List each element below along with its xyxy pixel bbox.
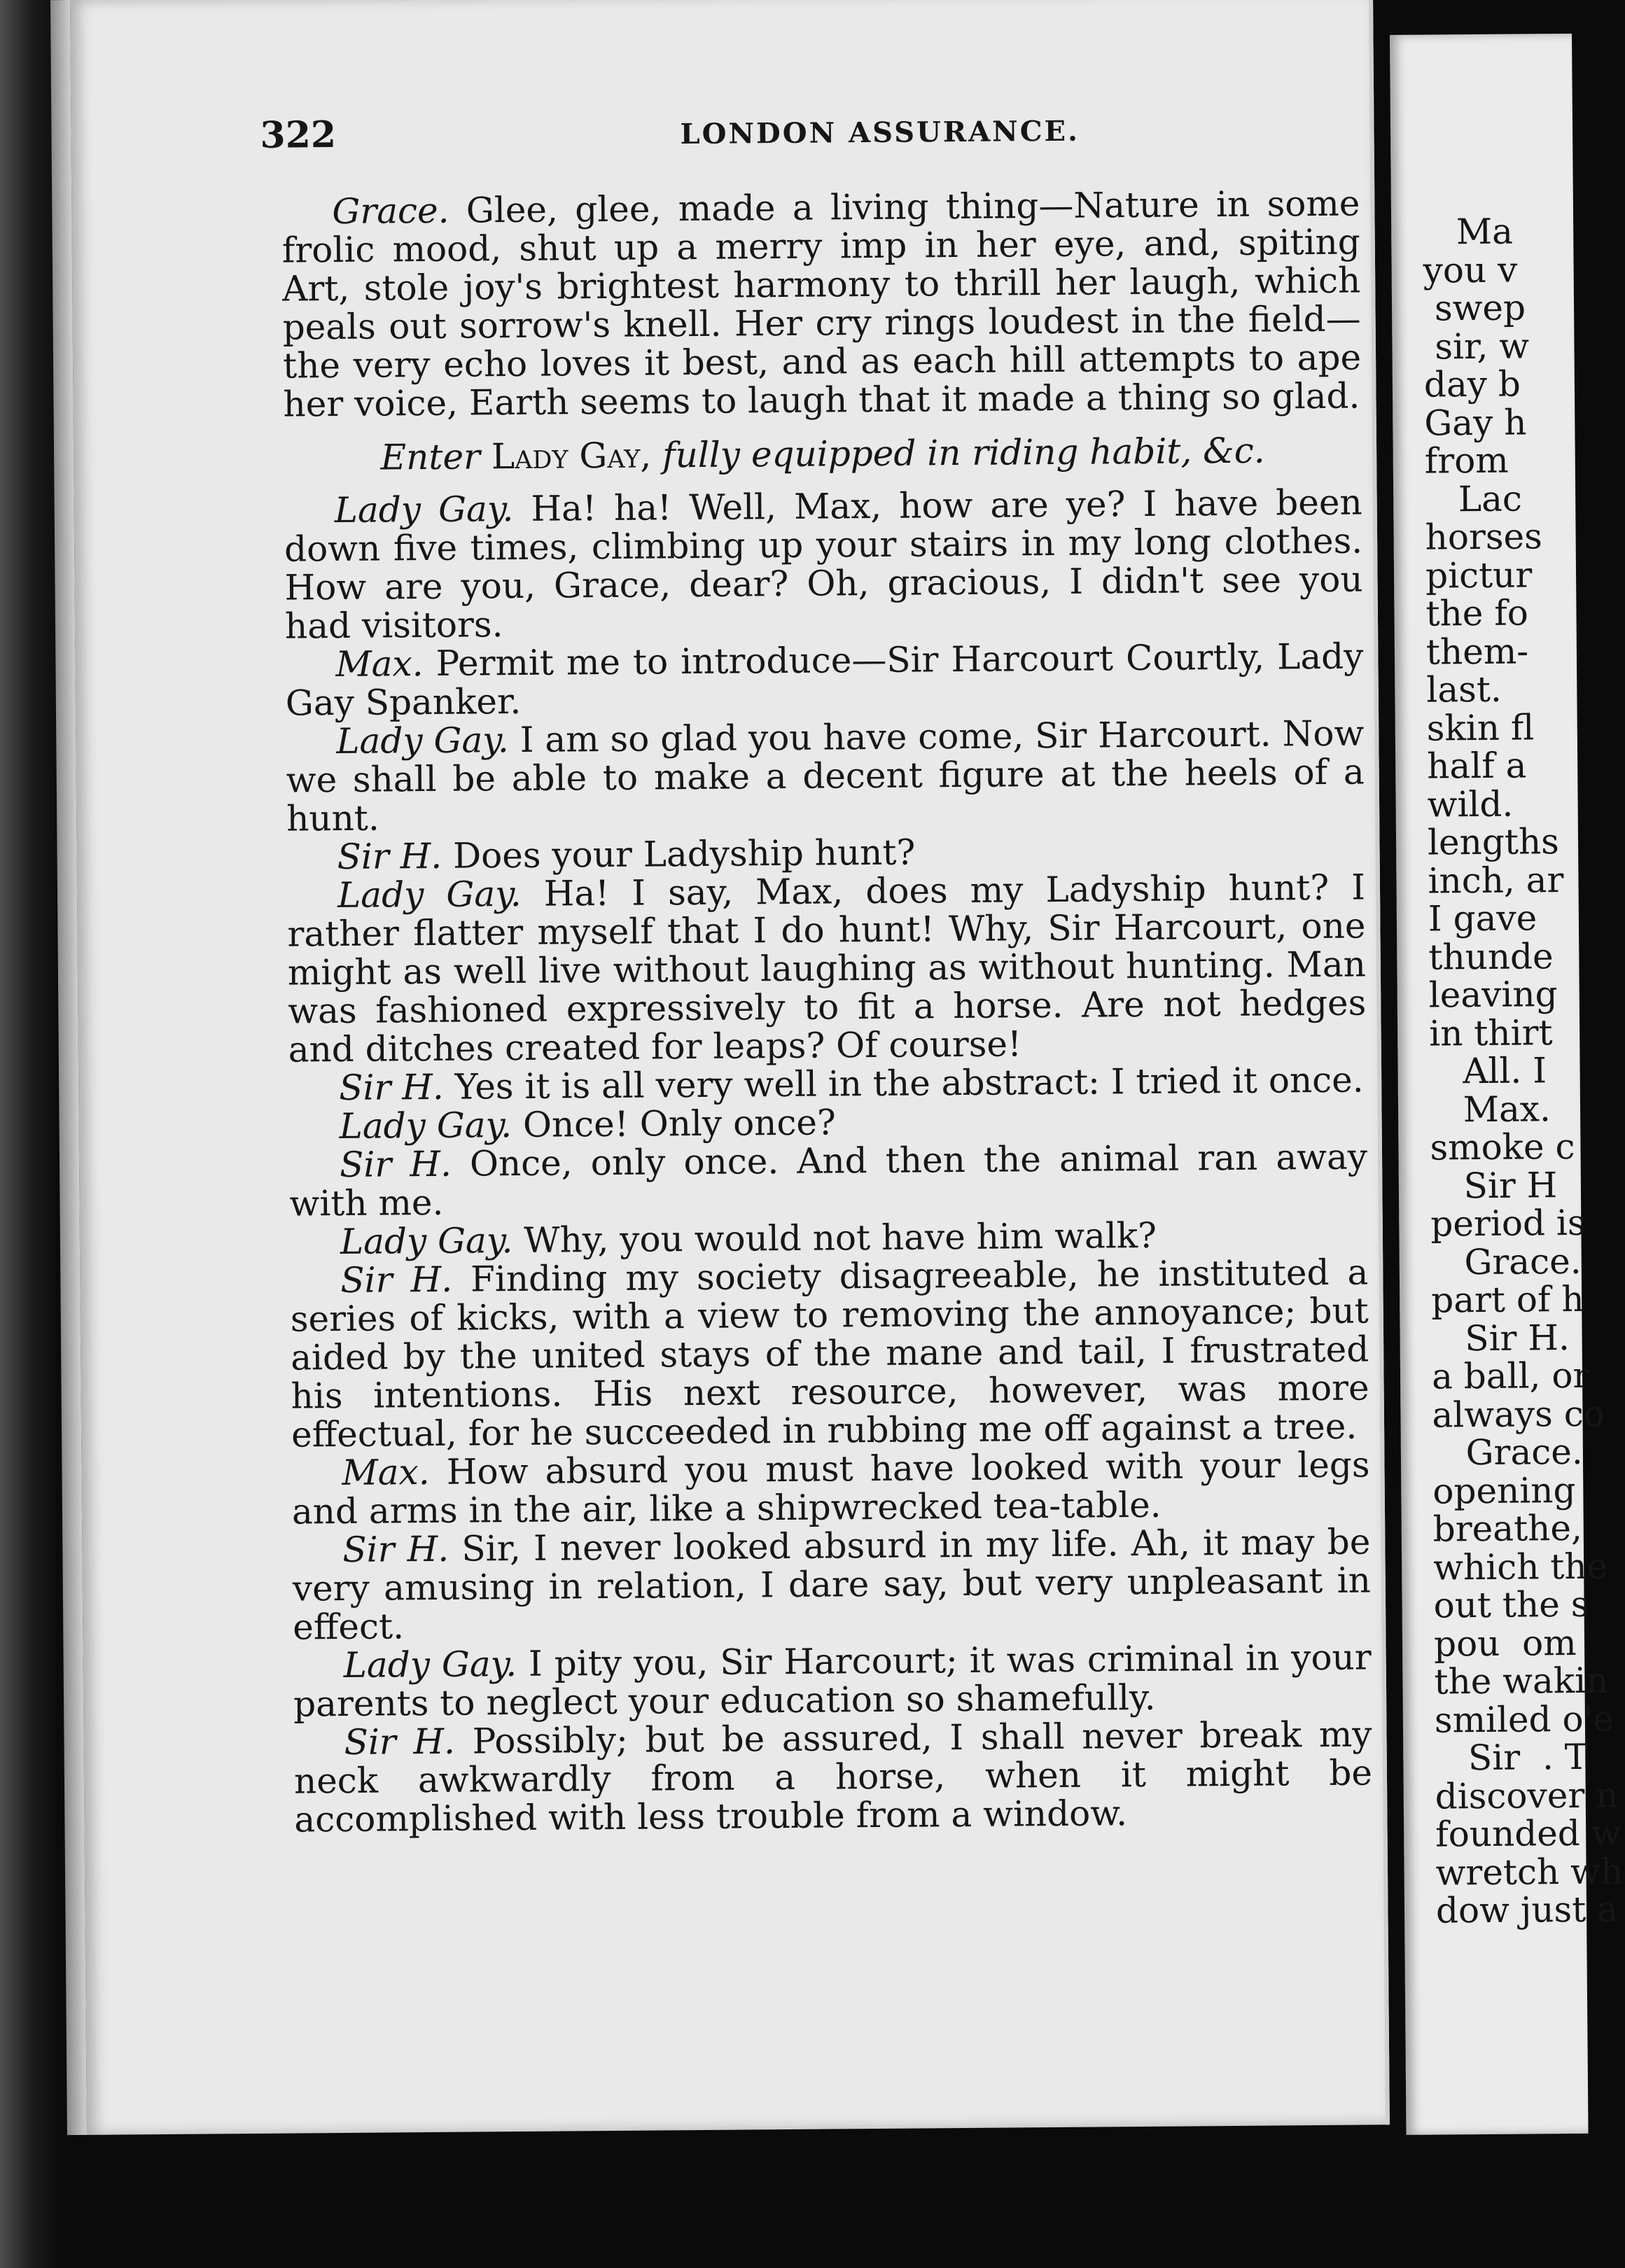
dialogue-paragraph [292,1522,1371,1646]
facing-page-line: Ma [1422,211,1514,253]
dialogue-paragraph [288,1061,1367,1108]
facing-page-line: thunde [1428,935,1554,978]
stage-direction [284,431,1362,478]
dialogue-text: I am so glad you have come, Sir Harcourt. Now we shall be able to make a decent figure at the heels of a hunt. [286,713,1365,839]
stage-direction-text: fully equipped in riding habit, &c. [662,430,1265,476]
facing-page-line: them- [1425,630,1529,673]
dialogue-paragraph [281,185,1362,424]
facing-page-line: in thirt [1428,1011,1553,1054]
speaker-name: Lady Gay. [339,1105,512,1147]
facing-page-line: inch, ar [1428,859,1564,902]
facing-page-line: opening [1432,1469,1576,1512]
dialogue-paragraph [291,1446,1370,1531]
facing-page-line: skin fl [1426,706,1535,749]
facing-page-line: Max. [1429,1088,1551,1130]
facing-page-line: wild. [1427,783,1514,825]
facing-page-line: horses [1425,516,1542,558]
dialogue-paragraph [286,715,1365,839]
facing-page-line: Grace. [1432,1431,1583,1474]
facing-page-line: All. I [1429,1050,1547,1092]
speaker-name: Max. [335,643,424,685]
facing-page-line: discover n [1435,1774,1619,1817]
dialogue-text: Why, you would not have him walk? [524,1214,1157,1261]
facing-page-text [1423,212,1624,1931]
facing-page-line: pictur [1425,554,1533,596]
speaker-name: Sir H. [338,1066,444,1109]
speaker-name: Max. [342,1452,430,1494]
dialogue-text: Does your Ladyship hunt? [452,832,916,876]
dialogue-paragraph [293,1715,1372,1839]
dialogue-paragraph [287,869,1367,1070]
dialogue-paragraph [293,1638,1372,1723]
speaker-name: Sir H. [340,1259,453,1301]
speaker-name: Sir H. [337,835,442,878]
dialogue-text: I pity you, Sir Harcourt; it was criminal in your parents to neglect your education so shamefully. [293,1637,1372,1725]
facing-page-line: founded w [1435,1812,1621,1855]
dialogue-text: Possibly; but be assured, I shall never break my neck awkwardly from a horse, when it might be accomplished with less trouble from a window. [293,1714,1373,1840]
facing-page-line: a ball, or [1431,1354,1590,1397]
facing-page-line: the wakin [1434,1660,1609,1702]
facing-page-line: wretch wh [1435,1850,1624,1893]
dialogue-list [284,484,1373,1840]
facing-page-line: swep [1423,287,1526,329]
facing-page-line: leaving [1428,974,1558,1016]
speaker-name: Lady Gay. [337,873,522,916]
facing-page-line: out the s [1433,1583,1589,1626]
facing-page-line: sir, w [1423,325,1530,368]
stage-direction-enter: Enter [380,436,481,478]
dialogue-paragraph [285,638,1364,723]
dialogue-text: Sir, I never looked absurd in my life. Ah, it may be very amusing in relation, I dare say, but very unpleasant in effect. [292,1521,1372,1648]
page-header [260,106,1353,170]
facing-page-line: Gay h [1424,401,1527,444]
facing-page-line: Sir H. [1431,1317,1570,1359]
facing-page-line: smiled o'e [1434,1698,1614,1741]
dialogue-text: Ha! I say, Max, does my Ladyship hunt? I rather flatter myself that I do hunt! Why, Sir Harcourt, one might as well live without laughing as without hunting. Man was fashioned expressively to fit a horse. Are not hedges and ditches created for leaps? Of course! [287,867,1367,1070]
facing-page-line: day b [1423,363,1521,405]
speaker-name: Lady Gay. [336,720,510,762]
dialogue-text: How absurd you must have looked with your legs and arms in the air, like a shipwrecked tea-table. [291,1444,1370,1532]
speaker-name: Sir H. [342,1528,449,1571]
facing-page-line: half a [1426,745,1527,787]
speaker-name: Grace. [332,190,449,232]
dialogue-paragraph [290,1253,1369,1454]
page-number: 322 [260,113,337,157]
running-title: LONDON ASSURANCE. [680,114,1080,151]
left-page [70,0,1390,2135]
speaker-name: Sir H. [344,1721,456,1763]
play-text [281,185,1372,1840]
speaker-name: Sir H. [339,1143,452,1186]
dialogue-text: Once, only once. And then the animal ran away with me. [289,1136,1368,1224]
speaker-name: Lady Gay. [343,1644,517,1686]
dialogue-paragraph [284,484,1364,646]
facing-page-line: from [1424,440,1509,482]
facing-page-line: the fo [1425,592,1529,634]
facing-page-line: period is [1430,1202,1586,1245]
facing-page-line: you v [1423,249,1518,291]
speaker-name: Lady Gay. [340,1220,513,1263]
stage-direction-character: Lady Gay, [491,435,652,477]
dialogue-text: Glee, glee, made a living thing—Nature in some frolic mood, shut up a merry imp in her eye, and, spiting Art, stole joy's brightest harmony to thrill her laugh, which peals out sorrow's knell. Her cry rings loudest in the field—the very echo loves it best, and as each hill attempts to ape her voice, Earth seems to laugh that it made a thing so glad. [281,183,1362,425]
facing-page-line: last. [1426,668,1502,710]
facing-page-line: which the [1432,1546,1608,1588]
facing-page-line: Lac [1424,478,1523,520]
facing-page-line: dow just a [1435,1889,1619,1931]
dialogue-text: Permit me to introduce—Sir Harcourt Courtly, Lady Gay Spanker. [285,636,1364,724]
dialogue-text: Once! Only once? [522,1102,836,1145]
facing-page-line: Sir . T [1435,1736,1589,1779]
facing-page-line: part of h [1430,1278,1584,1321]
facing-page-line: breathe, [1432,1507,1583,1550]
dialogue-text: Finding my society disagreeable, he instituted a series of kicks, with a view to removing the annoyance; but aided by the united stays of the mane and tail, I frustrated his intentions. His next resource, however, was more effectual, for he succeeded in rubbing me off against a tree. [290,1252,1369,1455]
facing-page-line: lengths [1427,821,1560,863]
facing-page-line: pou om [1433,1622,1577,1665]
facing-page-line: I gave [1428,897,1537,939]
facing-page-line: always co [1432,1393,1605,1436]
dialogue-paragraph [289,1138,1368,1223]
dialogue-text: Ha! ha! Well, Max, how are ye? I have been down five times, climbing up your stairs in my long clothes. How are you, Grace, dear? Oh, gracious, I didn't see you had visitors. [284,482,1363,647]
facing-page [1390,34,1624,2135]
dialogue-text: Yes it is all very well in the abstract: I tried it once. [454,1059,1364,1107]
facing-page-line: Sir H [1430,1164,1558,1207]
book-binding-edge [0,0,56,2268]
facing-page-line: Grace. [1430,1240,1582,1283]
speaker-name: Lady Gay. [334,489,514,531]
facing-page-line: smoke c [1430,1126,1575,1168]
